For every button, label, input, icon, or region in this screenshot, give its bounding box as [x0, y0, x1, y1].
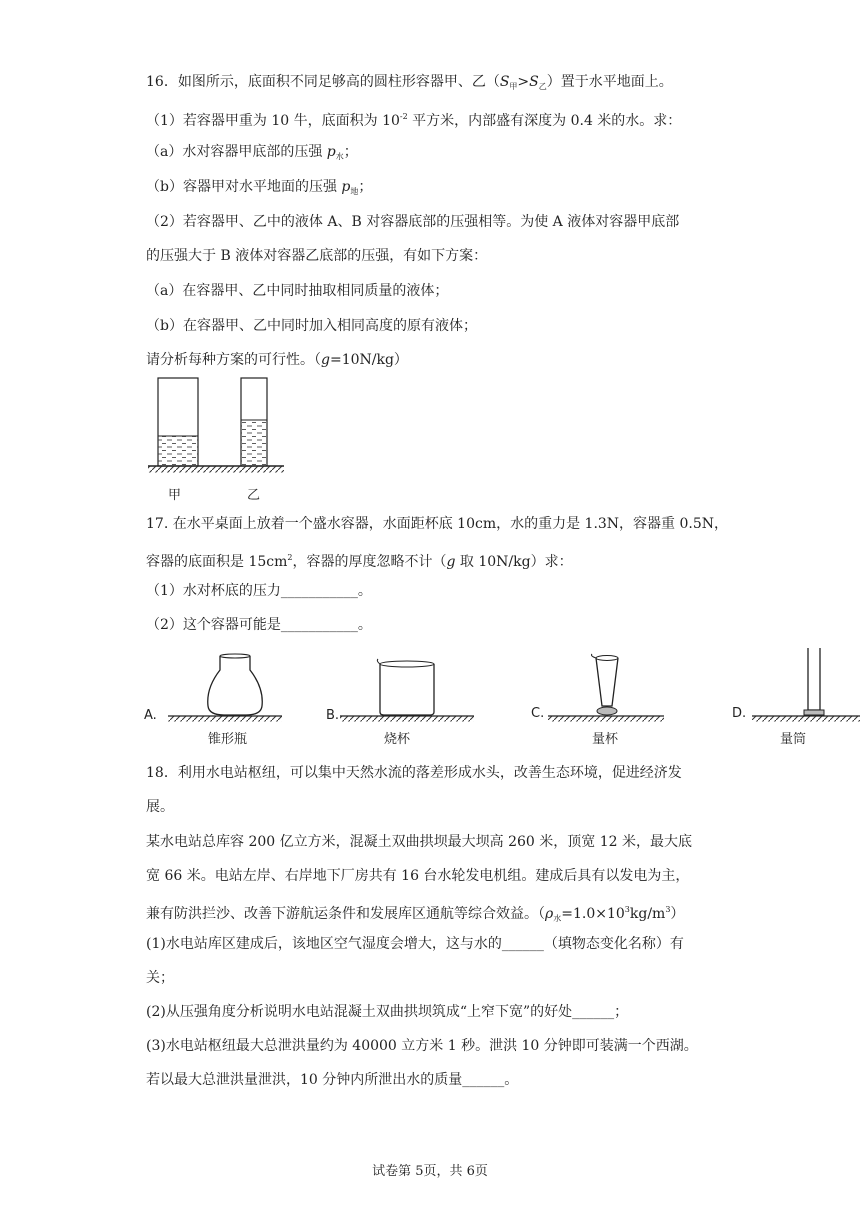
q18-sub3-line1: (3)水电站枢纽最大总泄洪量约为 40000 立方米 1 秒。泄洪 10 分钟即可装满一个西湖。 [146, 1038, 698, 1054]
option-d-letter: D. [732, 706, 747, 721]
q16-part1: （1）若容器甲重为 10 牛，底面积为 $10^{-2}$ 平方米，内部盛有深度为 0.4 米的水。求： [146, 112, 682, 129]
q18-line4: 宽 66 米。电站左岸、右岸地下厂房共有 16 台水轮发电机组。建成后具有以发电为主， [146, 868, 690, 884]
label-jia: 甲 [168, 488, 182, 503]
option-a-letter: A. [144, 708, 157, 723]
option-c-measuring-cup [548, 654, 664, 722]
q17-options-figure [140, 648, 860, 728]
q16-part1-a: （a）水对容器甲底部的压强 $p_水$； [146, 144, 358, 161]
label-yi: 乙 [247, 488, 261, 503]
q18-line2: 展。 [146, 799, 174, 815]
option-b-name: 烧杯 [384, 732, 411, 747]
option-d-name: 量筒 [780, 732, 807, 747]
option-c-letter: C. [531, 706, 545, 721]
container-yi [241, 378, 267, 466]
option-b-beaker [340, 659, 474, 722]
option-a-conical-flask [168, 654, 282, 722]
q18-sub2: (2)从压强角度分析说明水电站混凝土双曲拱坝筑成“上窄下宽”的好处______； [146, 1004, 629, 1020]
option-b-letter: B. [326, 708, 340, 723]
q18-sub1-line1: (1)水电站库区建成后，该地区空气湿度会增大，这与水的______（填物态变化名称）有 [146, 936, 684, 952]
container-jia [158, 378, 198, 466]
option-d-graduated-cylinder [752, 648, 860, 722]
page-footer: 试卷第 5页，共 6页 [372, 1164, 488, 1179]
option-c-name: 量杯 [592, 732, 619, 747]
q18-sub1-line2: 关； [146, 970, 174, 986]
q16-analyze: 请分析每种方案的可行性。（g=10N/kg） [146, 352, 408, 368]
q16-part1-b: （b）容器甲对水平地面的压强 $p_地$； [146, 179, 373, 196]
q17-sub1: （1）水对杯底的压力___________。 [146, 583, 372, 599]
q18-sub3-line2: 若以最大总泄洪量泄洪，10 分钟内所泄出水的质量______。 [146, 1072, 519, 1088]
q16-containers-figure [146, 374, 286, 500]
q18-line1: 18．利用水电站枢纽，可以集中天然水流的落差形成水头，改善生态环境，促进经济发 [146, 765, 682, 781]
q17-line1: 17. 在水平桌面上放着一个盛水容器，水面距杯底 10cm，水的重力是 1.3N，容器重 0.5N， [146, 516, 729, 532]
q16-option-a: （a）在容器甲、乙中同时抽取相同质量的液体； [146, 283, 449, 299]
ground [148, 466, 284, 473]
q16-option-b: （b）在容器甲、乙中同时加入相同高度的原有液体； [146, 318, 477, 334]
q16-part2-line2: 的压强大于 B 液体对容器乙底部的压强，有如下方案： [146, 248, 488, 264]
q16-part2-line1: （2）若容器甲、乙中的液体 A、B 对容器底部的压强相等。为使 A 液体对容器甲底部 [146, 214, 680, 230]
q18-line3: 某水电站总库容 200 亿立方米，混凝土双曲拱坝最大坝高 260 米，顶宽 12 米，最大底 [146, 834, 692, 850]
option-a-name: 锥形瓶 [208, 732, 248, 747]
q17-line2: 容器的底面积是 $15cm^2$，容器的厚度忽略不计（g 取 10N/kg）求： [146, 553, 573, 570]
q17-sub2: （2）这个容器可能是___________。 [146, 617, 372, 633]
q16-stem: 16．如图所示，底面积不同足够高的圆柱形容器甲、乙$(S_甲>S_乙)$置于水平地面上。 [146, 74, 673, 91]
q18-line5: 兼有防洪拦沙、改善下游航运条件和发展库区通航等综合效益。$(\rho_水=1.0\times 10^3kg/m^3)$ [146, 905, 685, 923]
